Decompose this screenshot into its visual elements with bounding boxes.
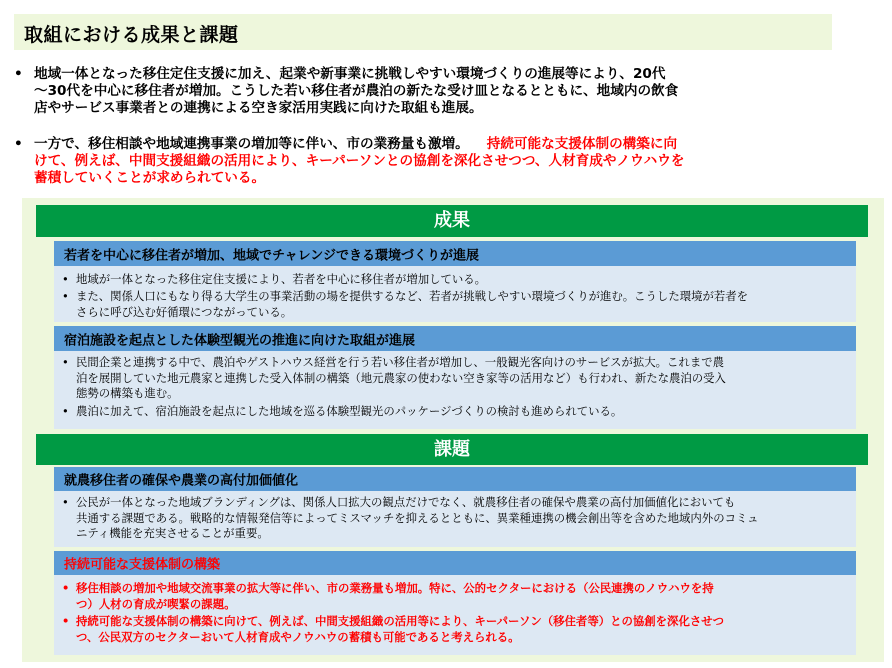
intro-bullet-2-line-2: けて、例えば、中間支援組織の活用により、キーパーソンとの協創を深化させつつ、人材育成やノウハウを bbox=[34, 153, 685, 169]
bullet-marker: • bbox=[62, 581, 70, 595]
list-item-line: ニティ機能を充実させることが重要。 bbox=[76, 526, 269, 541]
bullet-marker: • bbox=[14, 136, 23, 152]
results-section-2-body bbox=[54, 351, 856, 429]
intro-bullet-2-line-1 bbox=[34, 136, 684, 153]
bullet-marker: • bbox=[62, 272, 69, 286]
issues-section-1-body bbox=[54, 491, 856, 547]
intro-bullet-1-line-3: 店やサービス事業者との連携による空き家活用実践に向けた取組も進展。 bbox=[34, 100, 483, 116]
issues-section-2-body bbox=[54, 575, 856, 655]
bullet-marker: • bbox=[62, 289, 69, 303]
intro-bullet-2-line-3: 蓄積していくことが求められている。 bbox=[34, 170, 266, 186]
intro-bullet-1-line-2: ～30代を中心に移住者が増加。こうした若い移住者が農泊の新たな受け皿となるとともに、地域内の飲食 bbox=[34, 83, 679, 99]
list-item-line: 共通する課題である。戦略的な情報発信等によってミスマッチを抑えるとともに、異業種連携の機会創出等を含めた地域内外のコミュ bbox=[76, 510, 759, 525]
page-title-bar bbox=[14, 14, 832, 50]
intro-bullet-1 bbox=[14, 66, 884, 120]
list-item-line: 公民が一体となった地域ブランディングは、関係人口拡大の観点だけでなく、就農移住者の確保や農業の高付加価値化においても bbox=[76, 495, 736, 509]
issues-section-1-title-text: 就農移住者の確保や農業の高付加価値化 bbox=[64, 473, 299, 489]
issues-header: 課題 bbox=[36, 434, 868, 465]
intro-bullet-2 bbox=[14, 136, 884, 190]
list-item-line: また、関係人口にもなり得る大学生の事業活動の場を提供するなど、若者が挑戦しやすい環境づくりが進む。こうした環境が若者を bbox=[76, 289, 749, 303]
results-section-1-title-text: 若者を中心に移住者が増加、地域でチャレンジできる環境づくりが進展 bbox=[64, 248, 479, 263]
bullet-marker: • bbox=[62, 614, 70, 628]
intro-bullet-2-black-text: 一方で、移住相談や地域連携事業の増加等に伴い、市の業務量も激増。 bbox=[34, 136, 469, 152]
intro-bullet-2-red-text: 持続可能な支援体制の構築に向 bbox=[486, 136, 678, 152]
results-section-1-body bbox=[54, 266, 856, 322]
intro-bullet-1-line-1: 地域一体となった移住定住支援に加え、起業や新事業に挑戦しやすい環境づくりの進展等により、20代 bbox=[34, 66, 666, 82]
list-item-line: 持続可能な支援体制の構築に向けて、例えば、中間支援組織の活用等により、キーパーソン（移住者等）との協創を深化させつ bbox=[76, 614, 725, 628]
results-section-1-title bbox=[54, 241, 856, 266]
bullet-marker: • bbox=[14, 66, 23, 82]
list-item-line: つ、公民双方のセクターおいて人材育成やノウハウの蓄積も可能であると考えられる。 bbox=[76, 629, 520, 644]
list-item-line: 移住相談の増加や地域交流事業の拡大等に伴い、市の業務量も増加。特に、公的セクターにおける（公民連携のノウハウを持 bbox=[76, 581, 714, 595]
list-item-line: 泊を展開していた地元農家と連携した受入体制の構築（地元農家の使わない空き家等の活用など）も行われ、新たな農泊の受入 bbox=[76, 370, 726, 385]
list-item-line: つ）人材の育成が喫緊の課題。 bbox=[76, 596, 236, 611]
list-item-line: 態勢の構築も進む。 bbox=[76, 386, 179, 401]
issues-section-2-title bbox=[54, 551, 856, 575]
list-item-line: さらに呼び込む好循環につながっている。 bbox=[76, 304, 293, 319]
results-section-2-title-text: 宿泊施設を起点とした体験型観光の推進に向けた取組が進展 bbox=[64, 333, 416, 348]
page-title: 取組における成果と課題 bbox=[24, 24, 239, 46]
list-item-line: 地域が一体となった移住定住支援により、若者を中心に移住者が増加している。 bbox=[76, 272, 487, 286]
bullet-marker: • bbox=[62, 404, 69, 418]
bullet-marker: • bbox=[62, 355, 69, 369]
issues-section-2-title-text: 持続可能な支援体制の構築 bbox=[64, 557, 221, 573]
issues-section-1-title bbox=[54, 467, 856, 491]
results-header: 成果 bbox=[36, 205, 868, 237]
bullet-marker: • bbox=[62, 495, 69, 509]
list-item-line: 農泊に加えて、宿泊施設を起点にした地域を巡る体験型観光のパッケージづくりの検討も進められている。 bbox=[76, 404, 623, 418]
list-item-line: 民間企業と連携する中で、農泊やゲストハウス経営を行う若い移住者が増加し、一般観光客向けのサービスが拡大。これまで農 bbox=[76, 355, 725, 369]
results-section-2-title bbox=[54, 326, 856, 351]
